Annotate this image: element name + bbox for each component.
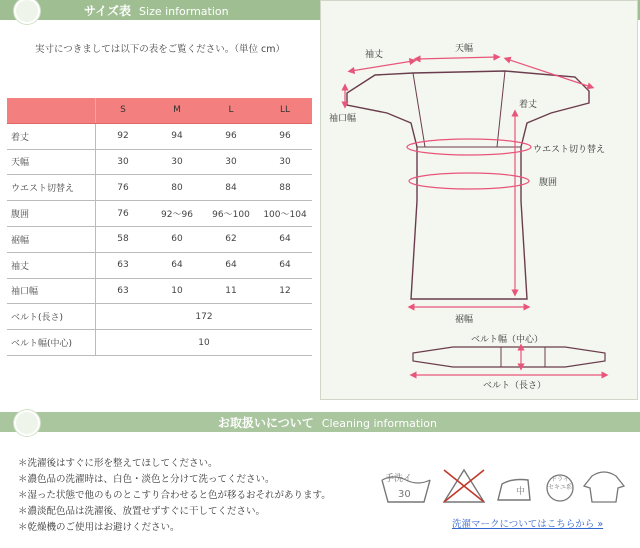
row-label: 袖口幅 [7,278,96,304]
table-cell: 92〜96 [150,201,204,227]
table-cell: 63 [96,252,151,278]
cleaning-info-header [0,412,640,432]
table-cell: 30 [258,149,312,175]
row-label: ウエスト切替え [7,175,96,201]
label-top-width: 天幅 [455,44,474,54]
iron-medium-icon [498,480,530,501]
row-label: 腹囲 [7,201,96,227]
table-row [7,252,312,278]
row-label: 袖丈 [7,252,96,278]
table-row [7,123,312,149]
table-row [7,149,312,175]
table-row [7,330,312,356]
table-header-cell: M [150,98,204,123]
row-label: ベルト幅(中心) [7,330,96,356]
table-cell: 30 [96,149,151,175]
label-belt-width: ベルト幅（中心） [471,335,544,345]
table-header-cell [7,98,96,123]
sleeve-arrow-right [507,59,591,87]
table-cell: 94 [150,123,204,149]
table-cell: 64 [204,252,258,278]
table-row [7,278,312,304]
cleaning-note: ＊濃色品の洗濯時は、白色・淡色と分けて洗ってください。 [18,474,275,485]
table-cell: 64 [258,226,312,252]
table-cell: 10 [96,330,313,356]
table-cell: 64 [150,252,204,278]
table-cell: 96 [258,123,312,149]
table-cell: 92 [96,123,151,149]
care-symbols-link[interactable]: 洗濯マークについてはこちらから » [452,519,604,530]
table-cell: 64 [258,252,312,278]
table-row [7,175,312,201]
row-label: ベルト(長さ) [7,304,96,330]
wash-temp-label: 30 [398,489,411,500]
cleaning-note: ＊湿った状態で他のものとこすり合わせると色が移るおそれがあります。 [18,490,331,501]
table-header-cell: LL [258,98,312,123]
table-cell: 96〜100 [204,201,258,227]
table-cell: 76 [96,201,151,227]
abdomen-ellipse [409,173,529,189]
size-info-title: サイズ表 Size information [84,3,229,18]
row-label: 着丈 [7,123,96,149]
label-belt-length: ベルト（長さ） [483,381,547,391]
hang-dry-icon [584,472,624,502]
table-cell: 172 [96,304,313,330]
hand-wash-label: 手洗イ [385,474,413,484]
table-cell: 60 [150,226,204,252]
iron-medium-label: 中 [516,487,526,497]
label-length: 着丈 [519,100,538,110]
table-cell: 96 [204,123,258,149]
cleaning-info-title: お取扱いについて Cleaning information [218,415,437,430]
table-row [7,304,312,330]
table-cell: 88 [258,175,312,201]
size-note: 実寸につきましては以下の表をご覧ください。（単位 cm） [34,44,286,55]
table-cell: 12 [258,278,312,304]
table-cell: 63 [96,278,151,304]
cleaning-note: ＊洗濯後はすぐに形を整えてほしてください。 [18,458,218,469]
size-table [7,98,312,356]
table-cell: 10 [150,278,204,304]
table-cell: 80 [150,175,204,201]
rose-icon [14,410,40,436]
no-bleach-icon [444,470,484,502]
neckline-right [497,71,505,147]
cleaning-note: ＊濃淡配色品は洗濯後、放置せずすぐに干してください。 [18,506,266,517]
label-waist: ウエスト切り替え [533,145,606,155]
table-cell: 76 [96,175,151,201]
table-header-row [7,98,312,123]
belt-shape [413,347,605,367]
label-hem: 裾幅 [455,315,474,325]
table-header-cell: S [96,98,151,123]
table-header-cell: L [204,98,258,123]
cleaning-notes [18,456,331,536]
label-abdomen: 腹囲 [539,178,558,188]
label-sleeve: 袖丈 [365,50,384,60]
table-cell: 62 [204,226,258,252]
row-label: 裾幅 [7,226,96,252]
sleeve-arrow [351,61,413,71]
cleaning-note: ＊乾燥機のご使用はお避けください。 [18,522,180,533]
table-cell: 58 [96,226,151,252]
rose-icon [14,0,40,24]
table-cell: 84 [204,175,258,201]
table-row [7,201,312,227]
dry-clean-label: ドライ セキユ系 [548,476,573,491]
care-symbols [378,462,638,510]
top-width-arrow [417,57,497,59]
table-cell: 11 [204,278,258,304]
table-cell: 100〜104 [258,201,312,227]
label-cuff: 袖口幅 [329,114,357,124]
table-cell: 30 [150,149,204,175]
row-label: 天幅 [7,149,96,175]
table-cell: 30 [204,149,258,175]
table-row [7,226,312,252]
garment-diagram-panel [320,0,638,400]
